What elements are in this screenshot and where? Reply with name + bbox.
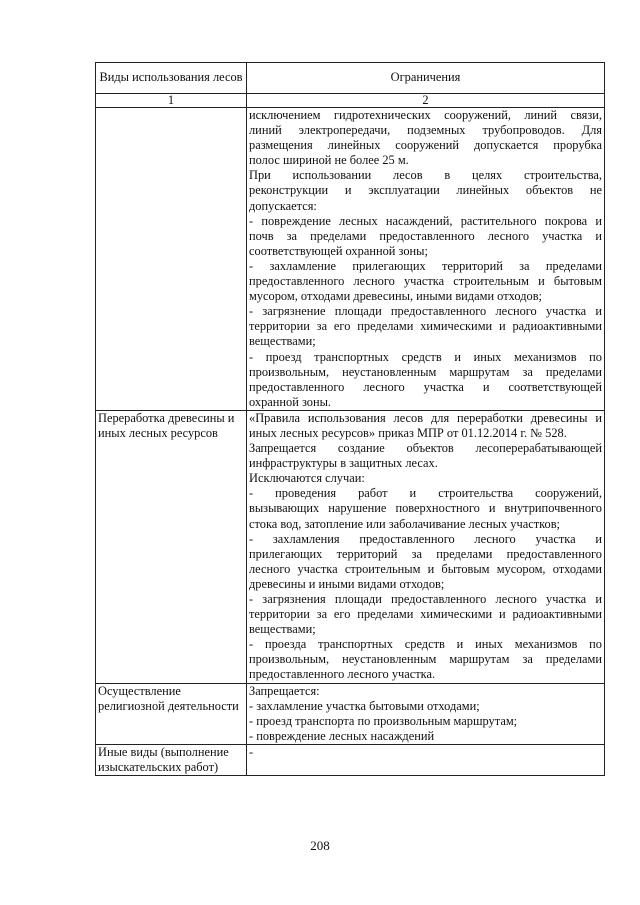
restriction-text-line: - загрязнение площади предоставленного лесного участка и bbox=[249, 304, 602, 319]
restriction-text-line: допускается: bbox=[249, 198, 317, 213]
restriction-cell bbox=[247, 744, 605, 775]
restriction-text-line: - проезд транспортных средств и иных механизмов по bbox=[249, 349, 602, 364]
restriction-cell bbox=[247, 683, 605, 744]
restriction-text-line: Запрещается: bbox=[249, 683, 320, 698]
restriction-cell bbox=[247, 410, 605, 683]
restriction-text-line: - проезд транспорта по произвольным маршрутам; bbox=[249, 713, 518, 728]
forest-use-type-cell: Осуществление религиозной деятельности bbox=[96, 683, 247, 744]
restriction-text-line: мусором, отходами древесины, иными видами отходов; bbox=[249, 289, 542, 304]
restriction-text-line: произвольным, неустановленным маршрутам за пределами bbox=[249, 652, 602, 667]
restriction-text-line: территории за его пределами химическими и радиоактивными bbox=[249, 319, 602, 334]
restriction-text-line: лесного участка строительным и бытовым мусором, отходами bbox=[249, 561, 602, 576]
forest-use-type-cell: Иные виды (выполнение изыскательских работ) bbox=[96, 744, 247, 775]
restriction-text-line: охранной зоны. bbox=[249, 394, 332, 409]
column-number-1: 1 bbox=[96, 94, 247, 108]
restriction-text-line: - повреждение лесных насаждений, растительного покрова и bbox=[249, 213, 602, 228]
restriction-text-line: предоставленного лесного участка строительным и бытовым bbox=[249, 274, 602, 289]
table-row bbox=[96, 410, 605, 683]
restriction-text-line: иных лесных ресурсов» приказ МПР от 01.12.2014 г. № 528. bbox=[249, 425, 567, 440]
table-row bbox=[96, 744, 605, 775]
restriction-text-line: прилегающих территорий за пределами предоставленного bbox=[249, 546, 602, 561]
table-row bbox=[96, 683, 605, 744]
restriction-text-line: предоставленного лесного участка и соответствующей bbox=[249, 379, 602, 394]
restriction-text-line: Исключаются случаи: bbox=[249, 471, 365, 486]
restriction-text-line: «Правила использования лесов для переработки древесины и bbox=[249, 410, 602, 425]
restriction-text-line: линий электропередачи, подземных трубопроводов. Для bbox=[249, 123, 602, 138]
restriction-text-line: - захламление участка бытовыми отходами; bbox=[249, 698, 480, 713]
restriction-text-line: веществами; bbox=[249, 622, 316, 637]
header-restrictions: Ограничения bbox=[247, 63, 605, 94]
restriction-text-line: исключением гидротехнических сооружений, линий связи, bbox=[249, 108, 602, 122]
restriction-text-line: - загрязнения площади предоставленного лесного участка и bbox=[249, 592, 602, 606]
table-row bbox=[96, 108, 605, 411]
restriction-text-line: - захламление прилегающих территорий за пределами bbox=[249, 258, 602, 273]
restriction-text-line: полос шириной не более 25 м. bbox=[249, 153, 409, 168]
page-number: 208 bbox=[310, 838, 330, 853]
restriction-text-line: веществами; bbox=[249, 334, 316, 349]
table-header-row bbox=[96, 63, 605, 94]
restriction-text-line: размещения линейных сооружений допускается прорубка bbox=[249, 138, 602, 153]
restriction-text-line: инфраструктуры в защитных лесах. bbox=[249, 456, 438, 471]
restrictions-table bbox=[95, 62, 605, 776]
restriction-text-line: Запрещается создание объектов лесоперерабатывающей bbox=[249, 441, 602, 456]
restriction-text-line: - проезда транспортных средств и иных механизмов по bbox=[249, 637, 602, 652]
header-forest-use-types: Виды использования лесов bbox=[96, 63, 247, 94]
restriction-text-line: произвольным, неустановленным маршрутам за пределами bbox=[249, 364, 602, 379]
restriction-cell bbox=[247, 108, 605, 411]
restriction-text-line: предоставленного лесного участка. bbox=[249, 667, 436, 682]
forest-use-type-cell bbox=[96, 108, 247, 411]
restriction-text-line: - проведения работ и строительства сооружений, bbox=[249, 486, 602, 501]
restriction-text-line: вызывающих нарушение поверхностного и внутрипочвенного bbox=[249, 501, 602, 516]
restriction-text-line: реконструкции и эксплуатации линейных объектов не bbox=[249, 183, 602, 198]
restriction-text-line: - захламления предоставленного лесного участка и bbox=[249, 531, 602, 546]
table-column-numbers-row bbox=[96, 94, 605, 108]
restriction-text-line: древесины и иными видами отходов; bbox=[249, 576, 445, 591]
restriction-text-line: стока вод, затопление или заболачивание лесных участков; bbox=[249, 516, 560, 531]
restriction-text-line: территории за его пределами химическими и радиоактивными bbox=[249, 607, 602, 622]
forest-use-type-cell: Переработка древесины и иных лесных ресурсов bbox=[96, 410, 247, 683]
restriction-text-line: соответствующей охранной зоны; bbox=[249, 243, 428, 258]
restriction-text-line: - bbox=[249, 744, 254, 759]
restriction-text-line: почв за пределами предоставленного лесного участка и bbox=[249, 228, 602, 243]
column-number-2: 2 bbox=[247, 94, 605, 108]
restriction-text-line: - повреждение лесных насаждений bbox=[249, 728, 435, 743]
table-body bbox=[96, 108, 605, 776]
restriction-text-line: При использовании лесов в целях строительства, bbox=[249, 168, 602, 183]
